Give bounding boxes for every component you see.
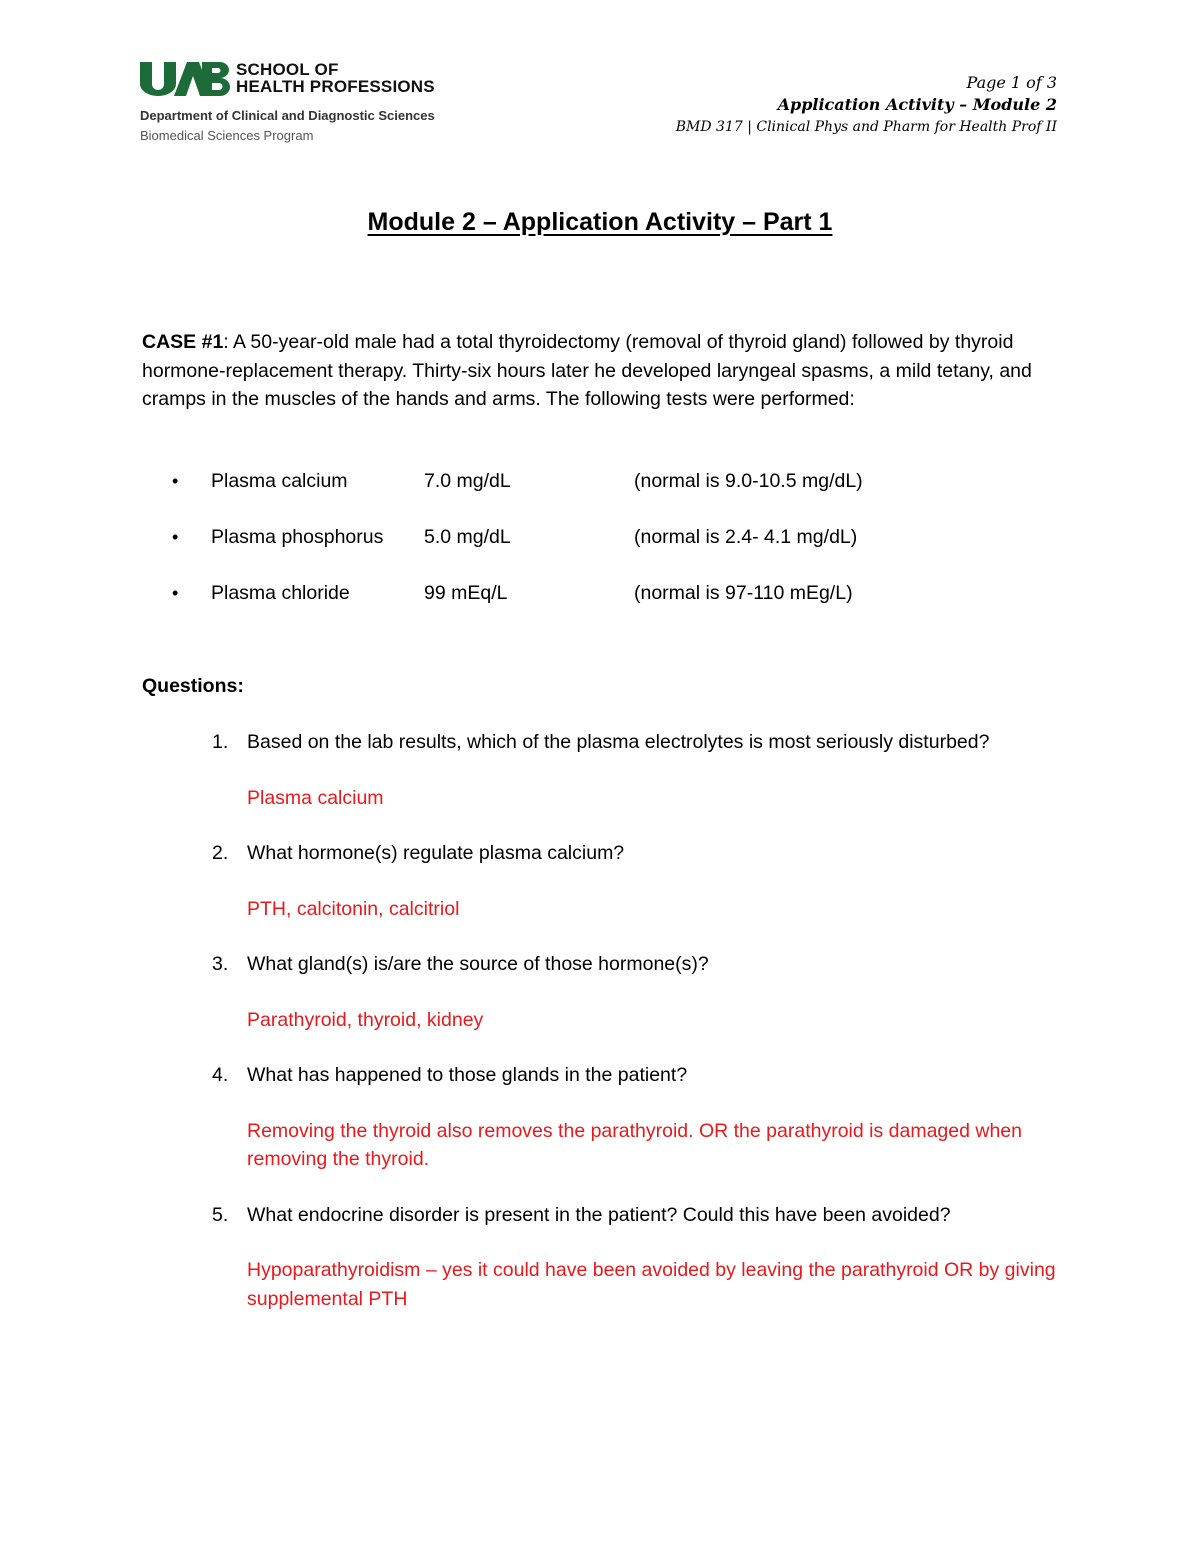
page-header-info — [676, 72, 1057, 138]
lab-results-list — [172, 470, 1072, 638]
lab-name: Plasma calcium — [211, 470, 348, 492]
question-item — [142, 839, 1062, 923]
lab-name: Plasma phosphorus — [211, 526, 384, 548]
uab-logo-mark — [140, 62, 232, 96]
question-number: 4. — [212, 1064, 229, 1086]
page-number: Page 1 of 3 — [966, 73, 1057, 92]
uab-logo — [140, 62, 470, 147]
page-title: Module 2 – Application Activity – Part 1 — [367, 208, 833, 236]
school-name: SCHOOL OF HEALTH PROFESSIONS — [236, 60, 435, 96]
lab-normal-range: (normal is 2.4- 4.1 mg/dL) — [634, 526, 858, 548]
question-text: What gland(s) is/are the source of those hormone(s)? — [247, 953, 709, 975]
question-number: 1. — [212, 731, 229, 753]
program-name: Biomedical Sciences Program — [140, 128, 314, 143]
course-label: BMD 317 | Clinical Phys and Pharm for Health Prof II — [675, 119, 1057, 135]
case-description — [142, 328, 1052, 414]
questions-list — [142, 728, 1062, 1313]
question-number: 5. — [212, 1203, 229, 1226]
case-label: CASE #1 — [142, 331, 224, 353]
answer-text: Removing the thyroid also removes the parathyroid. OR the parathyroid is damaged when removing the thyroid. — [247, 1119, 1022, 1170]
question-text: What has happened to those glands in the patient? — [247, 1064, 688, 1086]
lab-value: 99 mEq/L — [424, 582, 508, 604]
answer-text: PTH, calcitonin, calcitriol — [247, 897, 460, 920]
question-item — [142, 728, 1062, 812]
question-number: 2. — [212, 842, 229, 864]
answer-text: Plasma calcium — [247, 786, 384, 809]
question-text: What hormone(s) regulate plasma calcium? — [247, 842, 625, 864]
question-item — [142, 950, 1062, 1034]
lab-normal-range: (normal is 97-110 mEg/L) — [634, 582, 853, 604]
question-item — [142, 1061, 1062, 1174]
department-name: Department of Clinical and Diagnostic Sciences — [140, 108, 435, 123]
question-text: Based on the lab results, which of the plasma electrolytes is most seriously disturbed? — [247, 731, 990, 753]
lab-normal-range: (normal is 9.0-10.5 mg/dL) — [634, 470, 863, 492]
questions-heading: Questions: — [142, 675, 244, 697]
lab-result-row — [172, 582, 1072, 638]
question-text: What endocrine disorder is present in the patient? Could this have been avoided? — [247, 1203, 951, 1226]
bullet-icon: • — [172, 471, 179, 491]
answer-text: Hypoparathyroidism – yes it could have been avoided by leaving the parathyroid OR by giving supplemental PTH — [247, 1259, 1056, 1310]
question-item — [142, 1201, 1062, 1314]
lab-value: 7.0 mg/dL — [424, 470, 511, 492]
bullet-icon: • — [172, 583, 179, 603]
question-number: 3. — [212, 953, 229, 975]
lab-result-row — [172, 470, 1072, 526]
lab-name: Plasma chloride — [211, 582, 350, 604]
bullet-icon: • — [172, 527, 179, 547]
lab-value: 5.0 mg/dL — [424, 526, 511, 548]
answer-text: Parathyroid, thyroid, kidney — [247, 1008, 484, 1031]
lab-result-row — [172, 526, 1072, 582]
activity-label: Application Activity – Module 2 — [777, 95, 1057, 114]
case-text: : A 50-year-old male had a total thyroidectomy (removal of thyroid gland) followed by thyroid hormone-replacement therapy. Thirty-six hours later he developed laryngeal spasms, a mild tetany, and cramps in the muscles of the hands and arms. The following tests were performed: — [142, 331, 1032, 410]
